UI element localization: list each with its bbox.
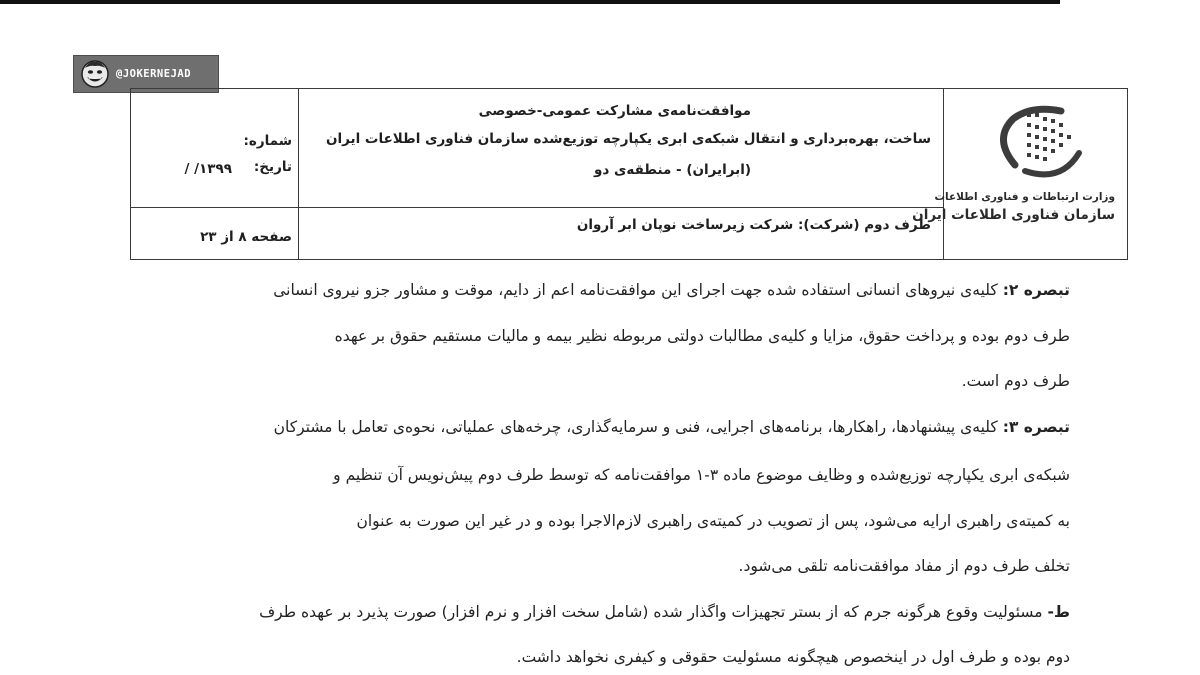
organization-logo	[912, 99, 1121, 239]
note-2-text: کلیه‌ی نیروهای انسانی استفاده شده جهت اجرای این موافقت‌نامه اعم از دایم، موقت و مشاور جزو نیروی انسانی	[273, 281, 1003, 299]
note-3-line-3	[72, 512, 1070, 530]
note-2-line-3	[72, 372, 1070, 390]
note-3-line-2	[72, 466, 1070, 484]
clause-t-text: دوم بوده و طرف اول در اینخصوص هیچگونه مسئولیت حقوقی و کیفری نخواهد داشت.	[516, 648, 1070, 666]
date-label: تاریخ:	[253, 159, 292, 175]
clause-t-line-2	[72, 648, 1070, 666]
joker-face-icon	[80, 59, 110, 89]
organization-name: سازمان فناوری اطلاعات ایران	[912, 207, 1115, 223]
top-edge-rule	[0, 0, 1200, 4]
table-divider	[131, 207, 943, 208]
note-2-line-2	[72, 327, 1070, 345]
note-3-text: شبکه‌ی ابری یکپارچه توزیع‌شده و وظایف موضوع ماده ۳-۱ موافقت‌نامه که توسط طرف دوم پیش‌نویس آن تنظیم و	[333, 466, 1070, 484]
ministry-name: وزارت ارتباطات و فناوری اطلاعات	[934, 191, 1115, 203]
clause-t-text: مسئولیت وقوع هرگونه جرم که از بستر تجهیزات واگذار شده (شامل سخت افزار و نرم افزار) صورت پذیرد بر عهده طرف	[259, 603, 1048, 621]
note-2-text: طرف دوم بوده و پرداخت حقوق، مزایا و کلیه‌ی مطالبات دولتی مربوطه نظیر بیمه و مالیات مستقیم حقوق بر عهده	[334, 327, 1070, 345]
note-2-line-1	[72, 281, 1070, 299]
table-divider	[943, 89, 944, 259]
page-number: صفحه ۸ از ۲۳	[200, 229, 292, 245]
note-3-text: کلیه‌ی پیشنهادها، راهکارها، برنامه‌های اجرایی، فنی و سرمایه‌گذاری، چرخه‌های عملیاتی، نحوه‌ی تعامل با مشترکان	[273, 418, 1003, 436]
date-value: / /۱۳۹۹	[184, 161, 232, 177]
party-two-label: طرف دوم (شرکت): شرکت زیرساخت نوپان ابر آروان	[576, 217, 931, 233]
clause-t-heading: ط-	[1047, 603, 1070, 621]
agreement-subtitle: ساخت، بهره‌برداری و انتقال شبکه‌ی ابری یکپارچه توزیع‌شده سازمان فناوری اطلاعات ایران	[325, 131, 931, 147]
note-2-text: طرف دوم است.	[961, 372, 1070, 390]
note-3-heading: تبصره ۳:	[1002, 418, 1070, 436]
note-3-line-1	[72, 418, 1070, 436]
note-3-text: به کمیته‌ی راهبری ارایه می‌شود، پس از تصویب در کمیته‌ی راهبری لازم‌الاجرا بوده و در غیر این صورت به عنوان	[356, 512, 1070, 530]
agreement-title: موافقت‌نامه‌ی مشارکت عمومی-خصوصی	[478, 103, 751, 119]
document-header-table	[130, 88, 1128, 260]
table-divider	[298, 89, 299, 259]
note-3-text: تخلف طرف دوم از مفاد موافقت‌نامه تلقی می‌شود.	[738, 557, 1070, 575]
clause-t-line-1	[72, 603, 1070, 621]
watermark-handle: @JOKERNEJAD	[116, 68, 192, 80]
note-3-line-4	[72, 557, 1070, 575]
number-label: شماره:	[243, 133, 292, 149]
agreement-region: (ابرایران) - منطقه‌ی دو	[594, 162, 751, 178]
ito-logo-icon	[991, 99, 1091, 181]
note-2-heading: تبصره ۲:	[1002, 281, 1070, 299]
